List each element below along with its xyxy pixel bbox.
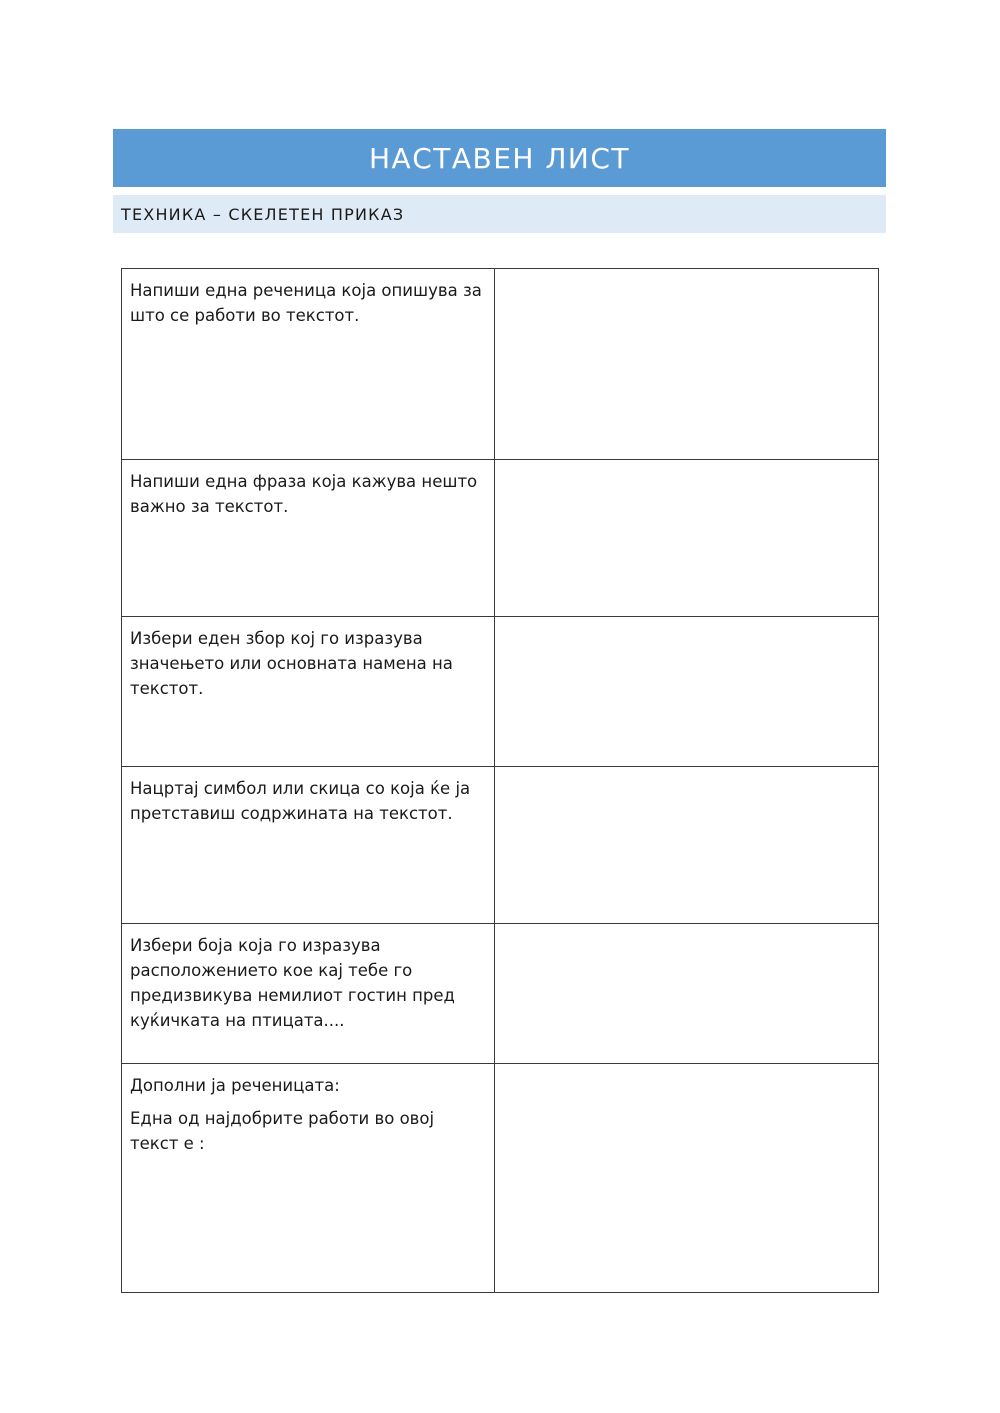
prompt-cell — [122, 617, 495, 767]
prompt-text: Дополни ја реченицата: — [130, 1076, 340, 1095]
answer-cell[interactable] — [495, 269, 879, 460]
prompt-text: Нацртај симбол или скица со која ќе ја претставиш содржината на текстот. — [130, 779, 471, 823]
answer-cell[interactable] — [495, 617, 879, 767]
table-row — [122, 767, 879, 924]
prompt-text-continuation: Една од најдобрите работи во овој текст е : — [130, 1109, 435, 1153]
answer-cell[interactable] — [495, 924, 879, 1064]
prompt-cell — [122, 269, 495, 460]
title-banner — [113, 129, 886, 187]
prompt-text: Избери еден збор кој го изразува значењето или основната намена на текстот. — [130, 629, 453, 698]
answer-cell[interactable] — [495, 1064, 879, 1293]
answer-cell[interactable] — [495, 460, 879, 617]
page-title: НАСТАВЕН ЛИСТ — [368, 141, 631, 175]
table-row — [122, 617, 879, 767]
prompt-text: Напиши една реченица која опишува за што се работи во текстот. — [130, 281, 482, 325]
table-row — [122, 1064, 879, 1293]
prompt-cell — [122, 924, 495, 1064]
table-row — [122, 924, 879, 1064]
prompt-cell — [122, 767, 495, 924]
prompt-cell — [122, 460, 495, 617]
table-row — [122, 269, 879, 460]
prompt-text: Напиши една фраза која кажува нешто важно за текстот. — [130, 472, 478, 516]
answer-cell[interactable] — [495, 767, 879, 924]
table-row — [122, 460, 879, 617]
subtitle-banner — [113, 195, 886, 233]
page-subtitle: ТЕХНИКА – СКЕЛЕТЕН ПРИКАЗ — [121, 204, 405, 224]
prompt-text: Избери боја која го изразува расположениeто кое кај тебе го предизвикува немилиот гостин пред куќичката на птицата.... — [130, 936, 455, 1030]
prompt-cell — [122, 1064, 495, 1293]
worksheet-table — [121, 268, 879, 1293]
